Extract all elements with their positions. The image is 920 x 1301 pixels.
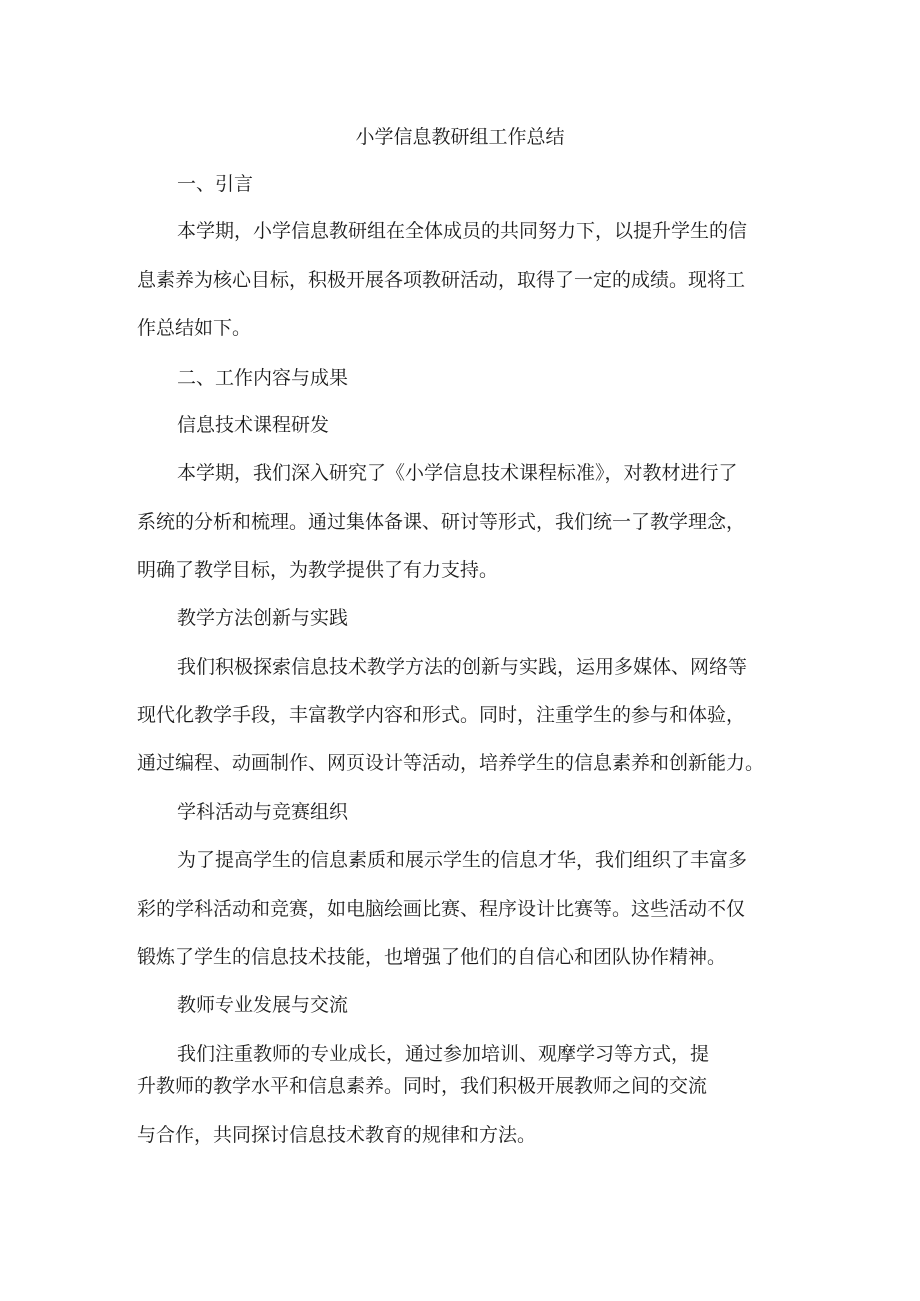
subsection-heading-methods: 教学方法创新与实践 — [177, 607, 349, 629]
activities-paragraph-line: 为了提高学生的信息素质和展示学生的信息才华，我们组织了丰富多 — [177, 849, 748, 871]
curriculum-paragraph-line: 本学期，我们深入研究了《小学信息技术课程标准》，对教材进行了 — [177, 462, 738, 484]
activities-paragraph-line: 锻炼了学生的信息技术技能，也增强了他们的自信心和团队协作精神。 — [137, 946, 727, 968]
intro-paragraph-line: 本学期，小学信息教研组在全体成员的共同努力下，以提升学生的信 — [177, 220, 748, 242]
teachers-paragraph-line: 与合作，共同探讨信息技术教育的规律和方法。 — [137, 1124, 537, 1146]
methods-paragraph-line: 现代化教学手段，丰富教学内容和形式。同时，注重学生的参与和体验， — [137, 704, 746, 726]
subsection-heading-teachers: 教师专业发展与交流 — [177, 994, 349, 1016]
methods-paragraph-line: 通过编程、动画制作、网页设计等活动，培养学生的信息素养和创新能力。 — [137, 752, 765, 774]
curriculum-paragraph-line: 明确了教学目标，为教学提供了有力支持。 — [137, 559, 499, 581]
subsection-heading-curriculum: 信息技术课程研发 — [177, 414, 330, 436]
teachers-paragraph-line: 升教师的教学水平和信息素养。同时，我们积极开展教师之间的交流 — [137, 1075, 708, 1097]
intro-paragraph-line: 息素养为核心目标，积极开展各项教研活动，取得了一定的成绩。现将工 — [137, 269, 746, 291]
section-heading-work: 二、工作内容与成果 — [177, 367, 349, 389]
methods-paragraph-line: 我们积极探索信息技术教学方法的创新与实践，运用多媒体、网络等 — [177, 656, 748, 678]
curriculum-paragraph-line: 系统的分析和梳理。通过集体备课、研讨等形式，我们统一了教学理念， — [137, 511, 746, 533]
activities-paragraph-line: 彩的学科活动和竞赛，如电脑绘画比赛、程序设计比赛等。这些活动不仅 — [137, 898, 746, 920]
document-title: 小学信息教研组工作总结 — [355, 126, 565, 148]
subsection-heading-activities: 学科活动与竞赛组织 — [177, 801, 349, 823]
teachers-paragraph-line: 我们注重教师的专业成长，通过参加培训、观摩学习等方式，提 — [177, 1043, 710, 1065]
intro-paragraph-line: 作总结如下。 — [137, 317, 252, 339]
section-heading-intro: 一、引言 — [177, 173, 254, 195]
